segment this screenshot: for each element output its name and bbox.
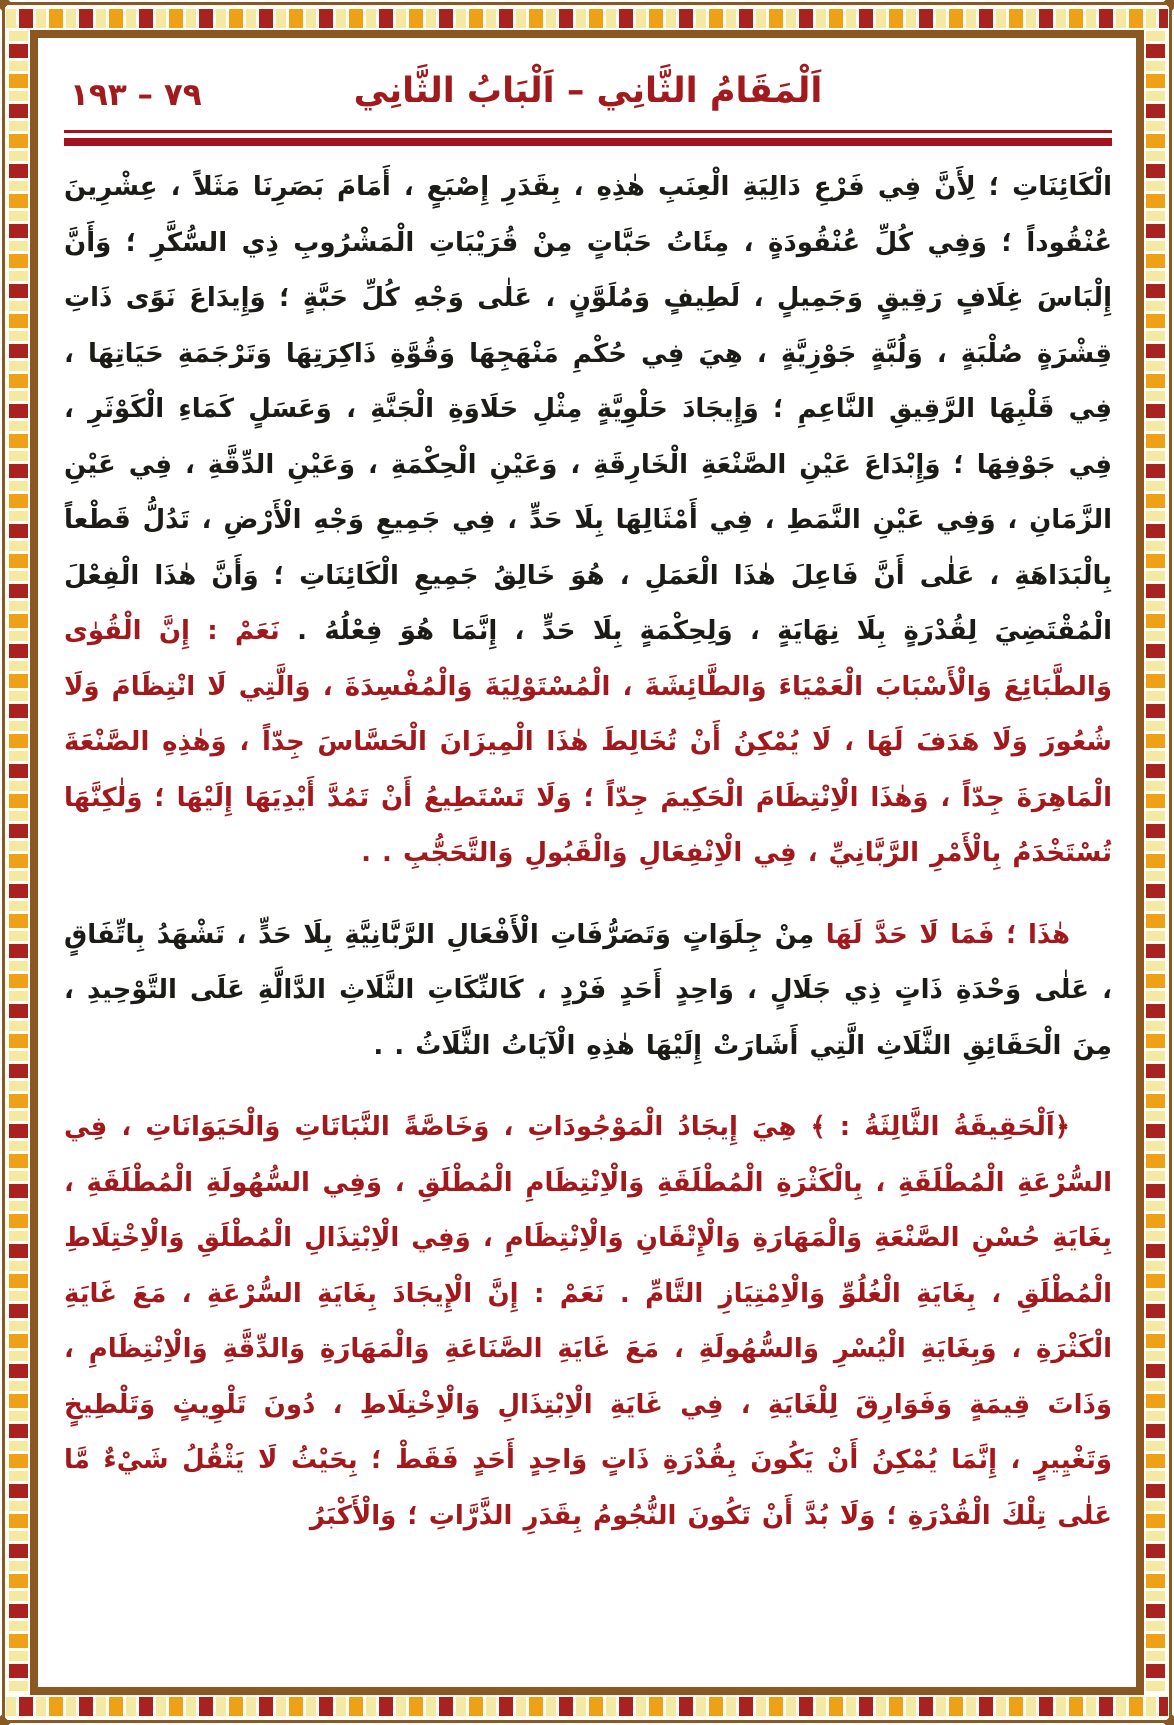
paragraph-2-black-run: مِنْ جِلَوَاتٍ وَتَصَرُّفَاتِ الْأَفْعَالِ الرَّبَّانِيَّةِ بِلَا حَدٍّ ، تَشْهَدُ بِاتِّفَاقٍ ، عَلٰى وَحْدَةِ ذَاتٍ ذِي جَلَالٍ ، وَاحِدٍ أَحَدٍ فَرْدٍ ، كَالنِّكَاتِ الثَّلَاثِ الدَّالَّةِ عَلَى التَّوْحِيدِ ، مِنَ الْحَقَائِقِ الثَّلَاثِ الَّتِي أَشَارَتْ إِلَيْهَا هٰذِهِ الْآيَاتُ الثَّلَاثُ . .: [64, 919, 1112, 1061]
paragraph-1-black-run: الْكَائِنَاتِ ؛ لِأَنَّ فِي فَرْعِ دَالِيَةِ الْعِنَبِ هٰذِهِ ، بِقَدَرِ إِصْبَعٍ ، أَمَامَ بَصَرِنَا مَثَلاً ، عِشْرِينَ عُنْقُوداً ؛ وَفِي كُلِّ عُنْقُودَةٍ ، مِئَاتُ حَبَّاتٍ مِنْ قُرَيْبَاتِ الْمَشْرُوبِ ذِي السُّكَّرِ ؛ وَأَنَّ إِلْبَاسَ غِلَافٍ رَقِيقٍ وَجَمِيلٍ ، لَطِيفٍ وَمُلَوَّنٍ ، عَلٰى وَجْهِ كُلِّ حَبَّةٍ ؛ وَإِيدَاعَ نَوًى ذَاتِ قِشْرَةٍ صُلْبَةٍ ، وَلُبَّةٍ جَوْزِيَّةٍ ، هِيَ فِي حُكْمِ مَنْهَجِهَا وَقُوَّةِ ذَاكِرَتِهَا وَتَرْجَمَةِ حَيَاتِهَا ، فِي قَلْبِهَا الرَّقِيقِ النَّاعِمِ ؛ وَإِيجَادَ حَلْوِيَّةٍ مِثْلِ حَلَاوَةِ الْجَنَّةِ ، وَعَسَلٍ كَمَاءِ الْكَوْثَرِ ، فِي جَوْفِهَا ؛ وَإِبْدَاعَ عَيْنِ الصَّنْعَةِ الْخَارِقَةِ ، وَعَيْنِ الْحِكْمَةِ ، وَعَيْنِ الدِّقَّةِ ، فِي عَيْنِ الزَّمَانِ ، وَفِي عَيْنِ النَّمَطِ ، فِي أَمْثَالِهَا بِلَا حَدٍّ ، فِي جَمِيعِ وَجْهِ الْأَرْضِ ، تَدُلُّ قَطْعاً بِالْبَدَاهَةِ ، عَلٰى أَنَّ فَاعِلَ هٰذَا الْعَمَلِ ، هُوَ خَالِقُ جَمِيعِ الْكَائِنَاتِ ؛ وَأَنَّ هٰذَا الْفِعْلَ الْمُقْتَضِيَ لِقُدْرَةٍ بِلَا نِهَايَةٍ ، وَلِحِكْمَةٍ بِلَا حَدٍّ ، إِنَّمَا هُوَ فِعْلُهُ .: [64, 172, 1112, 646]
body-text: [64, 160, 1112, 1544]
page-content: [64, 58, 1112, 1681]
page-header: [64, 58, 1112, 124]
paragraph-3-heading: ﴿اَلْحَقِيقَةُ الثَّالِثَةُ : ﴾: [810, 1112, 1071, 1142]
paragraph-1: [64, 160, 1112, 882]
paragraph-1-red-run: نَعَمْ : إِنَّ الْقُوٰى وَالطَّبَائِعَ وَالْأَسْبَابَ الْعَمْيَاءَ وَالطَّائِشَةَ ، الْمُسْتَوْلِيَةَ وَالْمُفْسِدَةَ ، وَالَّتِي لَا انْتِظَامَ وَلَا شُعُورَ وَلَا هَدَفَ لَهَا ، لَا يُمْكِنُ أَنْ تُخَالِطَ هٰذَا الْمِيزَانَ الْحَسَّاسَ جِدّاً ، وَهٰذِهِ الصَّنْعَةَ الْمَاهِرَةَ جِدّاً ، وَهٰذَا الْاِنْتِظَامَ الْحَكِيمَ جِدّاً ؛ وَلَا تَسْتَطِيعُ أَنْ تَمُدَّ أَيْدِيَهَا إِلَيْهَا ؛ وَلٰكِنَّهَا تُسْتَخْدَمُ بِالْأَمْرِ الرَّبَّانِيِّ ، فِي الْاِنْفِعَالِ وَالْقَبُولِ وَالتَّحَجُّبِ . .: [64, 616, 1112, 868]
paragraph-3-red-run: هِيَ إِيجَادُ الْمَوْجُودَاتِ ، وَخَاصَّةً النَّبَاتَاتِ وَالْحَيَوَانَاتِ ، فِي السُّرْعَةِ الْمُطْلَقَةِ ، بِالْكَثْرَةِ الْمُطْلَقَةِ وَالْاِنْتِظَامِ الْمُطْلَقِ ، وَفِي السُّهُولَةِ الْمُطْلَقَةِ ، بِغَايَةِ حُسْنِ الصَّنْعَةِ وَالْمَهَارَةِ وَالْإِتْقَانِ وَالْاِنْتِظَامِ ، وَفِي الْاِبْتِذَالِ الْمُطْلَقِ وَالْاِخْتِلَاطِ الْمُطْلَقِ ، بِغَايَةِ الْغُلُوِّ وَالْاِمْتِيَازِ التَّامِّ . نَعَمْ : إِنَّ الْإِيجَادَ بِغَايَةِ السُّرْعَةِ ، مَعَ غَايَةِ الْكَثْرَةِ ، وَبِغَايَةِ الْيُسْرِ وَالسُّهُولَةِ ، مَعَ غَايَةِ الصَّنَاعَةِ وَالْمَهَارَةِ وَالدِّقَّةِ وَالْاِنْتِظَامِ ، وَذَاتَ قِيمَةٍ وَفَوَارِقَ لِلْغَايَةِ ، فِي غَايَةِ الْاِبْتِذَالِ وَالْاِخْتِلَاطِ ، دُونَ تَلْوِيثٍ وَتَلْطِيخٍ وَتَغْيِيرٍ ، إِنَّمَا يُمْكِنُ أَنْ يَكُونَ بِقُدْرَةِ ذَاتٍ وَاحِدٍ أَحَدٍ فَقَطْ ؛ بِحَيْثُ لَا يَثْقُلُ شَيْءٌ مَّا عَلٰى تِلْكَ الْقُدْرَةِ ؛ وَلَا بُدَّ أَنْ تَكُونَ النُّجُومُ بِقَدَرِ الذَّرَّاتِ ؛ وَالْأَكْبَرُ: [64, 1112, 1112, 1531]
paragraph-3: [64, 1100, 1112, 1544]
divider-thick-line: [64, 138, 1112, 146]
paragraph-2-red-run: هٰذَا ؛ فَمَا لَا حَدَّ لَهَا: [814, 919, 1070, 950]
chain-border-top: [6, 6, 1168, 31]
paragraph-2: [64, 908, 1112, 1075]
header-divider: [64, 130, 1112, 146]
page-number: ٧٩ – ١٩٣: [70, 77, 202, 113]
chain-border-bottom: [6, 1694, 1168, 1719]
chain-border-right: [1143, 31, 1168, 1694]
page-title: اَلْمَقَامُ الثَّانِي – اَلْبَابُ الثَّانِي: [353, 71, 823, 111]
chain-border-left: [6, 31, 31, 1694]
